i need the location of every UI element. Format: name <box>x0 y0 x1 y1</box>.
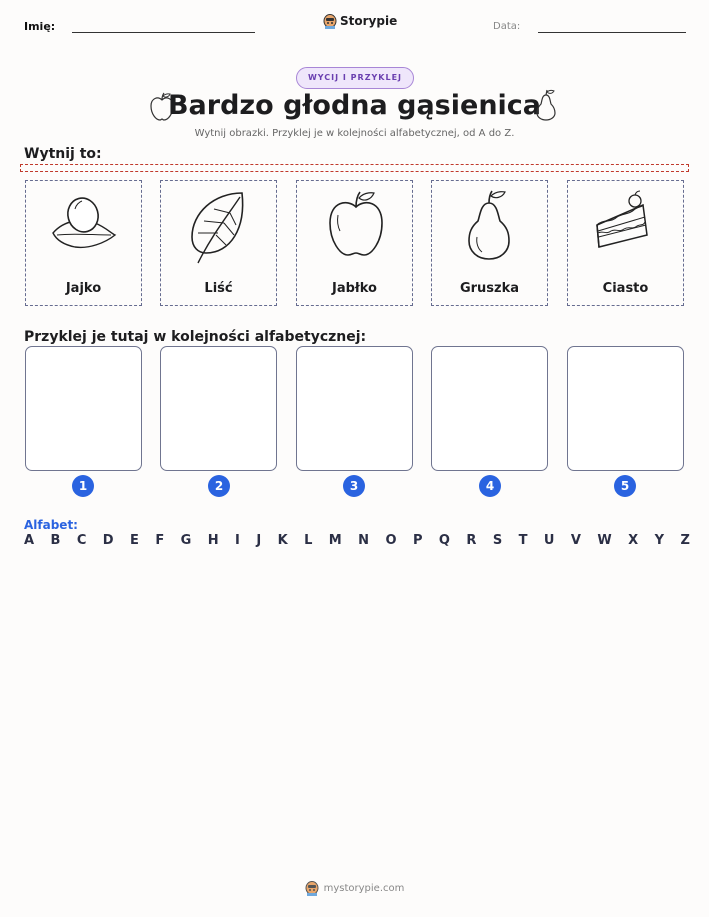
alphabet-letter: Q <box>438 533 450 548</box>
alphabet-row <box>24 533 690 548</box>
egg-icon <box>49 189 121 253</box>
slot-number-1: 1 <box>72 475 94 497</box>
alphabet-letter: Z <box>680 533 690 548</box>
alphabet-letter: L <box>304 533 313 548</box>
date-field[interactable] <box>538 32 686 33</box>
paste-slot-5[interactable] <box>567 346 684 471</box>
alphabet-letter: R <box>466 533 477 548</box>
slot-number-4: 4 <box>479 475 501 497</box>
alphabet-title: Alfabet: <box>24 518 78 532</box>
leaf-icon <box>184 189 256 269</box>
paste-slot-2[interactable] <box>160 346 277 471</box>
storypie-mascot-icon <box>305 880 319 896</box>
alphabet-letter: O <box>385 533 397 548</box>
cut-line <box>20 164 689 172</box>
pear-icon <box>455 189 527 261</box>
slot-number-2: 2 <box>208 475 230 497</box>
alphabet-letter: X <box>628 533 639 548</box>
cut-card-cake[interactable] <box>567 180 684 306</box>
pear-decoration-icon <box>535 89 557 121</box>
alphabet-letter: N <box>358 533 370 548</box>
card-label: Jajko <box>65 281 102 296</box>
alphabet-letter: B <box>50 533 61 548</box>
alphabet-letter: E <box>130 533 139 548</box>
alphabet-letter: D <box>102 533 114 548</box>
alphabet-letter: U <box>543 533 555 548</box>
alphabet-letter: K <box>277 533 288 548</box>
name-label: Imię: <box>24 20 56 33</box>
activity-badge: WYCIJ I PRZYKLEJ <box>296 67 414 89</box>
paste-slot-3[interactable] <box>296 346 413 471</box>
alphabet-letter: W <box>597 533 612 548</box>
paste-heading: Przyklej je tutaj w kolejności alfabetycznej: <box>24 329 367 345</box>
paste-slot-4[interactable] <box>431 346 548 471</box>
alphabet-letter: C <box>76 533 87 548</box>
alphabet-letter: I <box>235 533 240 548</box>
alphabet-letter: G <box>180 533 192 548</box>
slot-number-5: 5 <box>614 475 636 497</box>
brand-logo <box>323 13 397 29</box>
page-subtitle: Wytnij obrazki. Przyklej je w kolejności alfabetycznej, od A do Z. <box>194 128 515 139</box>
brand-name: Storypie <box>340 14 398 28</box>
alphabet-letter: F <box>155 533 165 548</box>
cut-heading: Wytnij to: <box>24 146 102 162</box>
cake-icon <box>591 189 663 249</box>
footer <box>0 880 709 896</box>
alphabet-letter: P <box>412 533 423 548</box>
cut-card-apple[interactable] <box>296 180 413 306</box>
alphabet-letter: H <box>207 533 219 548</box>
cut-card-pear[interactable] <box>431 180 548 306</box>
date-label: Data: <box>493 21 521 32</box>
card-label: Gruszka <box>459 281 520 296</box>
alphabet-letter: Y <box>654 533 665 548</box>
alphabet-letter: V <box>570 533 581 548</box>
alphabet-letter: J <box>256 533 262 548</box>
alphabet-letter: A <box>24 533 35 548</box>
cut-card-leaf[interactable] <box>160 180 277 306</box>
storypie-mascot-icon <box>323 13 337 29</box>
cut-card-egg[interactable] <box>25 180 142 306</box>
apple-icon <box>320 189 392 259</box>
paste-slot-1[interactable] <box>25 346 142 471</box>
name-field[interactable] <box>72 32 255 33</box>
card-label: Liść <box>204 281 233 296</box>
alphabet-letter: T <box>518 533 528 548</box>
card-label: Ciasto <box>602 281 649 296</box>
alphabet-letter: S <box>492 533 503 548</box>
slot-number-3: 3 <box>343 475 365 497</box>
page-title: Bardzo głodna gąsienica <box>167 90 542 121</box>
footer-url[interactable]: mystorypie.com <box>323 882 405 894</box>
card-label: Jabłko <box>332 281 377 296</box>
alphabet-letter: M <box>328 533 342 548</box>
